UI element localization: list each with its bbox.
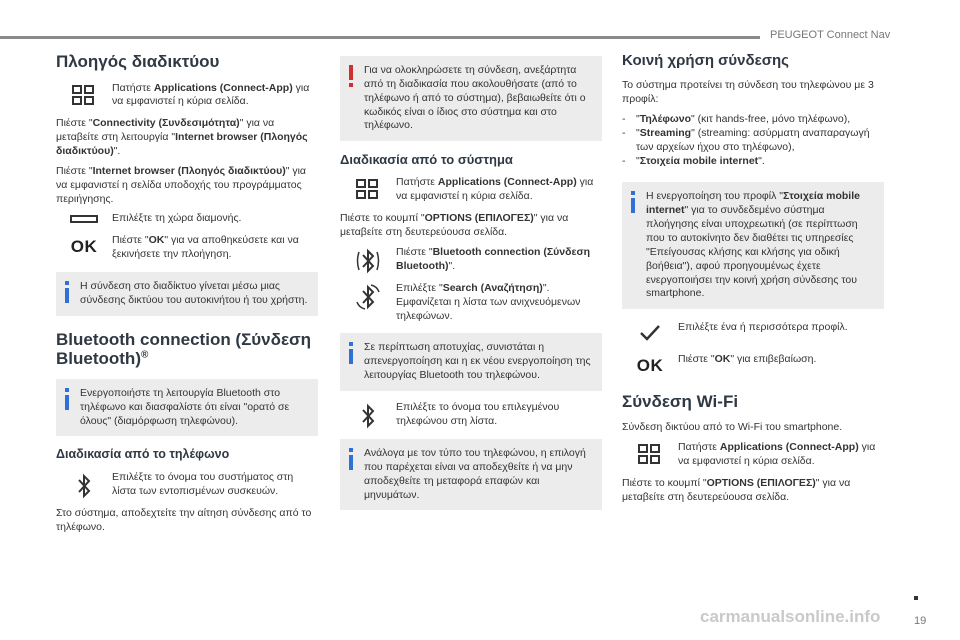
apps-grid-icon <box>355 178 381 200</box>
info-note: Ενεργοποιήστε τη λειτουργία Bluetooth στο τηλέφωνο και διασφαλίστε ότι είναι "ορατό σε όλους" (διαμόρφωση τηλεφώνου). <box>56 379 318 437</box>
step-select-profiles: Επιλέξτε ένα ή περισσότερα προφίλ. <box>622 321 884 343</box>
bluetooth-icon <box>356 248 380 274</box>
info-note: Σε περίπτωση αποτυχίας, συνιστάται η απενεργοποίηση και η εκ νέου ενεργοποίηση της λειτουργίας Bluetooth του τηλεφώνου. <box>340 333 602 391</box>
para-options: Πιέστε το κουμπί "OPTIONS (ΕΠΙΛΟΓΕΣ)" για να μεταβείτε στη δευτερεύουσα σελίδα. <box>622 476 851 503</box>
para-options: Πιέστε το κουμπί "OPTIONS (ΕΠΙΛΟΓΕΣ)" για να μεταβείτε στη δευτερεύουσα σελίδα. <box>340 212 569 239</box>
step-select-country: Επιλέξτε τη χώρα διαμονής. <box>56 212 318 226</box>
column-1 <box>56 52 318 541</box>
profile-list <box>622 113 884 168</box>
para-accept-request: Στο σύστημα, αποδεχτείτε την αίτηση σύνδεσης από το τηλέφωνο. <box>56 506 312 533</box>
subsection-title-from-phone: Διαδικασία από το τηλέφωνο <box>56 447 230 462</box>
bluetooth-search-icon <box>355 284 381 310</box>
column-3 <box>622 52 884 511</box>
warning-icon <box>348 65 354 87</box>
step-press-ok: OK Πιέστε "OK" για να αποθηκεύσετε και να ξεκινήσετε την πλοήγηση. <box>70 234 299 261</box>
info-icon <box>64 281 70 303</box>
step-bluetooth-connection: Πιέστε "Bluetooth connection (Σύνδεση Bluetooth)". <box>340 246 602 274</box>
header-brand: PEUGEOT Connect Nav <box>770 29 891 41</box>
page-marker <box>914 596 918 600</box>
info-note: Η ενεργοποίηση του προφίλ "Στοιχεία mobile internet" για το συνδεδεμένο σύστημα πλοήγησης είναι υποχρεωτική (σε περίπτωση που το αυτοκίνητο δεν διαθέτει τις υπηρεσίες "Επείγουσας κλήσης και κλήσης για οδική βοήθεια"), αφού προηγουμένως έχετε ενεργοποιήσει την κοινή χρήση σύνδεσης του smartphone. <box>622 182 884 309</box>
ok-icon: OK <box>636 356 664 376</box>
apps-grid-icon <box>637 443 663 465</box>
info-icon <box>348 342 354 364</box>
step-open-apps: Πατήστε Applications (Connect-App) για να εμφανιστεί η κύρια σελίδα. <box>56 82 318 110</box>
para-wifi: Σύνδεση δικτύου από το Wi-Fi του smartphone. <box>622 421 843 434</box>
apps-grid-icon <box>71 84 97 106</box>
step-select-system: Επιλέξτε το όνομα του συστήματος στη λίστα των εντοπισμένων συσκευών. <box>56 471 318 499</box>
section-title-web-browser: Πλοηγός διαδικτύου <box>56 52 220 71</box>
list-item: - "Τηλέφωνο" (κιτ hands-free, μόνο τηλέφωνο), <box>622 112 851 125</box>
list-item: - "Στοιχεία mobile internet". <box>622 154 765 167</box>
bluetooth-icon <box>360 403 376 429</box>
ok-icon: OK <box>70 237 98 257</box>
column-2 <box>340 56 602 520</box>
warning-note: Για να ολοκληρώσετε τη σύνδεση, ανεξάρτητα από τη διαδικασία που ακολουθήσατε (από το τηλέφωνο ή από το σύστημα), βεβαιωθείτε ότι ο κωδικός είναι ο ίδιος στο σύστημα και στο τηλέφωνο. <box>340 56 602 141</box>
section-title-wifi: Σύνδεση Wi-Fi <box>622 391 739 411</box>
step-search: Επιλέξτε "Search (Αναζήτηση)". Εμφανίζεται η λίστα των ανιχνευόμενων τηλεφώνων. <box>340 282 602 324</box>
info-icon <box>64 388 70 410</box>
list-item: - "Streaming" (streaming: ασύρματη αναπαραγωγή των αρχείων ήχου στο τηλέφωνο), <box>622 126 870 153</box>
section-title-bluetooth: Bluetooth connection (Σύνδεση Bluetooth)® <box>56 329 312 369</box>
page-number: 19 <box>914 615 927 627</box>
bluetooth-icon <box>76 473 92 499</box>
section-title-connection-sharing: Κοινή χρήση σύνδεσης <box>622 52 789 69</box>
info-note: Η σύνδεση στο διαδίκτυο γίνεται μέσω μιας σύνδεσης δικτύου του αυτοκινήτου ή του χρήστη. <box>56 272 318 316</box>
info-note: Ανάλογα με τον τύπο του τηλεφώνου, η επιλογή που παρέχεται είναι να αποδεχθείτε ή να μην αποδεχθείτε τη μεταφορά επαφών και μηνυμάτων. <box>340 439 602 510</box>
subsection-title-from-system: Διαδικασία από το σύστημα <box>340 152 513 168</box>
info-icon <box>630 191 636 213</box>
watermark: carmanualsonline.info <box>700 607 881 626</box>
para-profiles-intro: Το σύστημα προτείνει τη σύνδεση του τηλεφώνου με 3 προφίλ: <box>622 79 874 106</box>
info-icon <box>348 448 354 470</box>
step-confirm-ok: OK Πιέστε "OK" για επιβεβαίωση. <box>622 353 884 377</box>
step-select-phone: Επιλέξτε το όνομα του επιλεγμένου τηλεφώνου στη λίστα. <box>340 401 602 429</box>
header-rule <box>0 36 760 39</box>
para-connectivity: Πιέστε "Connectivity (Συνδεσιμότητα)" για να μεταβείτε στη λειτουργία "Internet browser (Πλοηγός διαδικτύου)". <box>56 117 308 157</box>
check-icon <box>637 323 663 343</box>
step-open-apps: Πατήστε Applications (Connect-App) για να εμφανιστεί η κύρια σελίδα. <box>340 176 602 204</box>
step-open-apps: Πατήστε Applications (Connect-App) για να εμφανιστεί η κύρια σελίδα. <box>622 441 884 469</box>
para-internet-browser: Πιέστε "Internet browser (Πλοηγός διαδικτύου)" για να εμφανιστεί η σελίδα υποδοχής του προγράμματος περιήγησης. <box>56 164 307 205</box>
bar-icon <box>70 214 98 224</box>
